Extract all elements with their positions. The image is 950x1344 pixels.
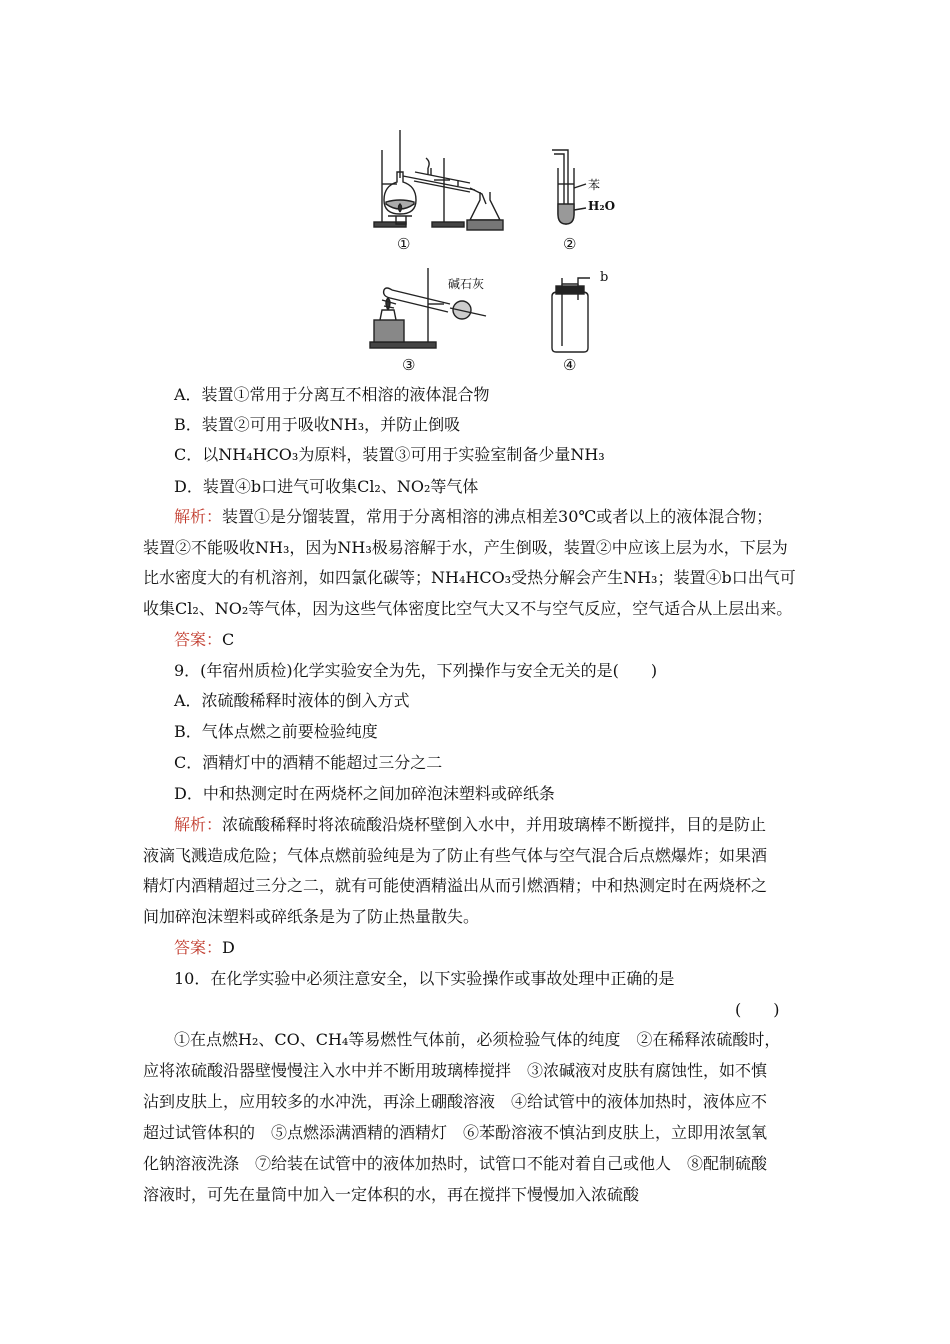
q8-analysis-line-1: 解析：装置①是分馏装置，常用于分离相溶的沸点相差30℃或者以上的液体混合物； [174,507,773,526]
q8-option-c: C．以NH₄HCO₃为原料，装置③可用于实验室制备少量NH₃ [174,445,605,464]
q8-option-d: D．装置④b口进气可收集Cl₂、NO₂等气体 [174,477,479,496]
q10-line-6: 溶液时，可先在量筒中加入一定体积的水，再在搅拌下慢慢加入浓硫酸 [143,1185,640,1204]
q10-line-3: 沾到皮肤上，应用较多的水冲洗，再涂上硼酸溶液 ④给试管中的液体加热时，液体应不 [143,1092,768,1111]
figure-label-4: ④ [563,356,577,374]
q10-line-4: 超过试管体积的 ⑤点燃添满酒精的酒精灯 ⑥苯酚溶液不慎沾到皮肤上，立即用浓氢氧 [143,1123,768,1142]
q10-stem: 10．在化学实验中必须注意安全，以下实验操作或事故处理中正确的是 [174,969,675,988]
soda-lime-label: 碱石灰 [448,277,485,291]
q10-line-1: ①在点燃H₂、CO、CH₄等易燃性气体前，必须检验气体的纯度 ②在稀释浓硫酸时， [174,1030,781,1049]
q9-analysis-line-2: 液滴飞溅造成危险；气体点燃前验纯是为了防止有些气体与空气混合后点燃爆炸；如果酒 [143,846,768,865]
figure-label-1: ① [397,235,411,253]
q9-answer [174,938,235,958]
benzene-label: 苯 [588,178,601,192]
q9-analysis-label: 解析： [174,815,223,834]
q9-analysis-line-1: 解析：浓硫酸稀释时将浓硫酸沿烧杯壁倒入水中，并用玻璃棒不断搅拌，目的是防止 [174,815,767,834]
q8-analysis-line-2: 装置②不能吸收NH₃，因为NH₃极易溶解于水，产生倒吸，装置②中应该上层为水，下层为 [143,538,788,557]
q8-option-b: B．装置②可用于吸收NH₃，并防止倒吸 [174,415,461,434]
q10-line-5: 化钠溶液洗涤 ⑦给装在试管中的液体加热时，试管口不能对着自己或他人 ⑧配制硫酸 [143,1154,768,1173]
q9-analysis-line-4: 间加碎泡沫塑料或碎纸条是为了防止热量散失。 [143,907,480,926]
q9-stem: 9．(年宿州质检)化学实验安全为先，下列操作与安全无关的是( ) [174,661,658,680]
port-b-label: b [600,270,609,285]
q8-answer [174,630,234,650]
figure-label-3: ③ [402,356,416,374]
q10-line-2: 应将浓硫酸沿器壁慢慢注入水中并不断用玻璃棒搅拌 ③浓碱液对皮肤有腐蚀性，如不慎 [143,1061,768,1080]
q8-analysis-line-4: 收集Cl₂、NO₂等气体，因为这些气体密度比空气大又不与空气反应，空气适合从上层出来。 [143,599,793,618]
q9-option-b: B．气体点燃之前要检验纯度 [174,722,378,741]
q9-option-d: D．中和热测定时在两烧杯之间加碎泡沫塑料或碎纸条 [174,784,555,803]
q9-analysis-line-3: 精灯内酒精超过三分之二，就有可能使酒精溢出从而引燃酒精；中和热测定时在两烧杯之 [143,876,768,895]
q8-answer-label: 答案： [174,630,223,649]
q9-option-c: C．酒精灯中的酒精不能超过三分之二 [174,753,443,772]
q8-answer-value: C [222,630,235,649]
q9-option-a: A．浓硫酸稀释时液体的倒入方式 [174,691,410,710]
q8-option-a: A．装置①常用于分离互不相溶的液体混合物 [174,385,490,404]
distillation-apparatus-figure [370,128,520,233]
q10-paren: ( ) [735,1000,780,1019]
water-label: H₂O [588,199,616,213]
q9-answer-value: D [222,938,235,957]
q9-answer-label: 答案： [174,938,223,957]
gas-collection-bottle-figure [548,274,608,354]
q8-analysis-label: 解析： [174,507,223,526]
figure-label-2: ② [563,235,577,253]
q8-analysis-line-3: 比水密度大的有机溶剂，如四氯化碳等；NH₄HCO₃受热分解会产生NH₃；装置④b口出气可 [143,568,796,587]
absorption-tube-figure [548,148,618,228]
